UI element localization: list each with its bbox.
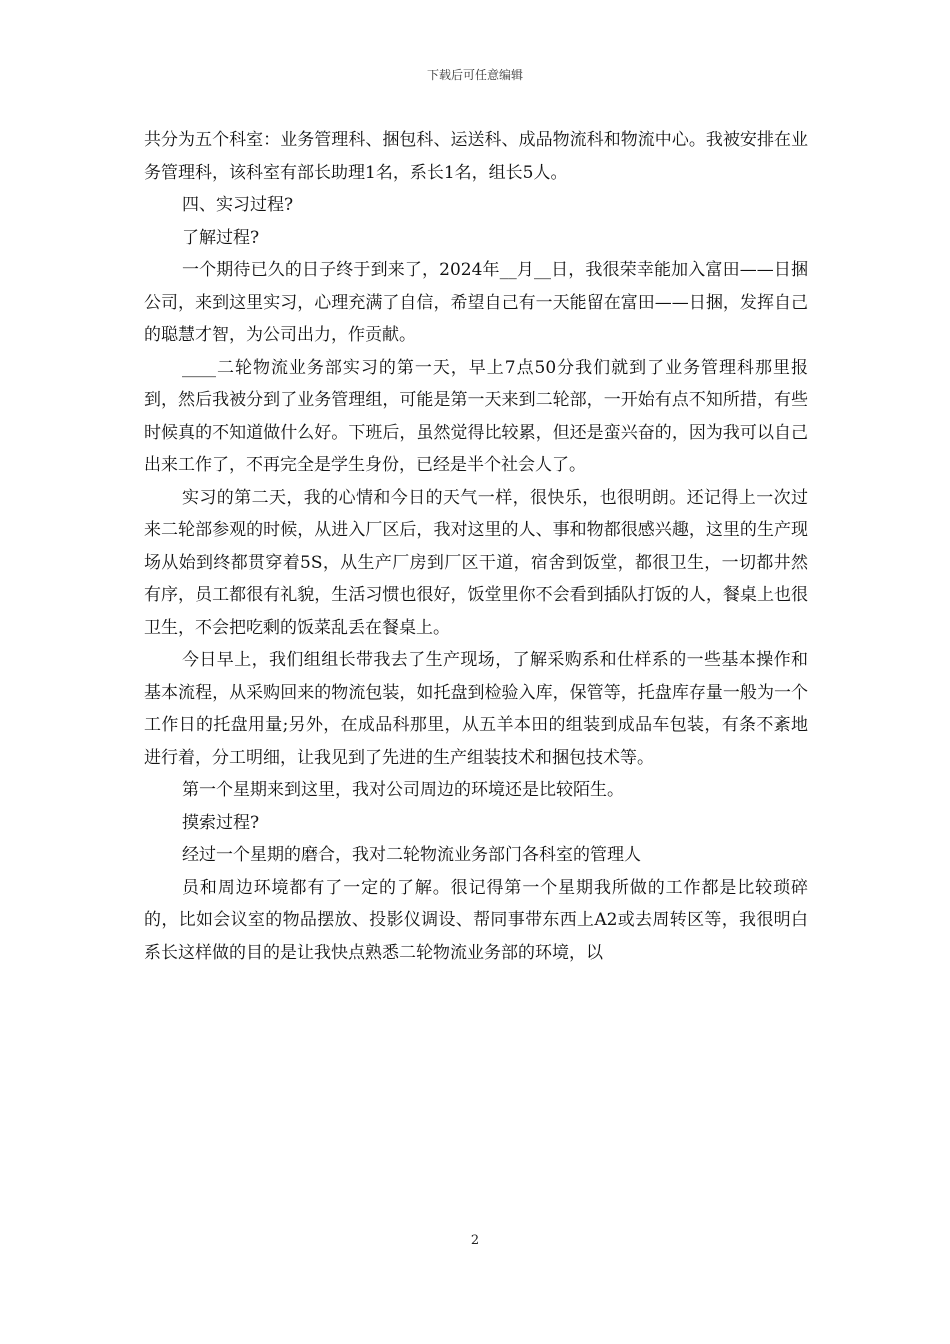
subheading-understanding-process: 了解过程? — [182, 227, 260, 248]
subheading-exploration-process: 摸索过程? — [182, 812, 260, 833]
paragraph-production-site: 今日早上，我们组组长带我去了生产现场，了解采购系和仕样系的一些基本操作和基本流程，从采购回来的物流包装，如托盘到检验入库，保管等，托盘库存量一般为一个工作日的托盘用量;另外，在成品科那里，从五羊本田的组装到成品车包装，有条不紊地进行着，分工明细，让我见到了先进的生产组装技术和捆包技术等。 — [144, 650, 808, 768]
paragraph-first-week: 第一个星期来到这里，我对公司周边的环境还是比较陌生。 — [182, 780, 624, 800]
paragraph-joining-company: 一个期待已久的日子终于到来了，2024年__月__日，我很荣幸能加入富田——日捆公司，来到这里实习，心理充满了自信，希望自己有一天能留在富田——日捆，发挥自己的聪慧才智，为公司出力，作贡献。 — [144, 260, 808, 345]
paragraph-first-day: ____二轮物流业务部实习的第一天，早上7点50分我们就到了业务管理科那里报到，然后我被分到了业务管理组，可能是第一天来到二轮部，一开始有点不知所措，有些时候真的不知道做什么好。下班后，虽然觉得比较累，但还是蛮兴奋的，因为我可以自己出来工作了，不再完全是学生身份，已经是半个社会人了。 — [144, 357, 808, 475]
paragraph-second-day: 实习的第二天，我的心情和今日的天气一样，很快乐，也很明朗。还记得上一次过来二轮部参观的时候，从进入厂区后，我对这里的人、事和物都很感兴趣，这里的生产现场从始到终都贯穿着5S，从生产厂房到厂区干道，宿舍到饭堂，都很卫生，一切都井然有序，员工都很有礼貌，生活习惯也很好，饭堂里你不会看到插队打饭的人，餐桌上也很卫生，不会把吃剩的饭菜乱丢在餐桌上。 — [144, 487, 808, 638]
paragraph-after-one-week: 经过一个星期的磨合，我对二轮物流业务部门各科室的管理人 — [182, 845, 641, 865]
page-number: 2 — [470, 1233, 480, 1248]
document-body — [144, 124, 808, 969]
section-heading-internship-process: 四、实习过程? — [182, 195, 294, 215]
paragraph-trivial-work: 员和周边环境都有了一定的了解。很记得第一个星期我所做的工作都是比较琐碎的，比如会议室的物品摆放、投影仪调设、帮同事带东西上A2或去周转区等，我很明白系长这样做的目的是让我快点熟悉二轮物流业务部的环境，以 — [144, 877, 808, 963]
paragraph-departments: 共分为五个科室：业务管理科、捆包科、运送科、成品物流科和物流中心。我被安排在业务管理科，该科室有部长助理1名，系长1名，组长5人。 — [144, 130, 808, 183]
page-header-note: 下载后可任意编辑 — [426, 68, 523, 82]
